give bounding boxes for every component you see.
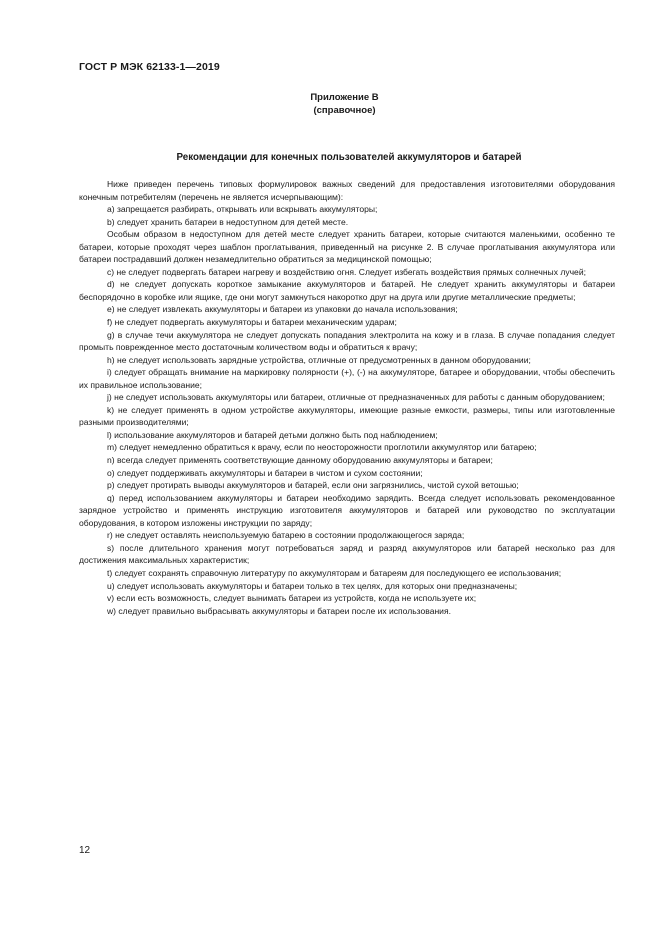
list-item-i: i) следует обращать внимание на маркировку полярности (+), (-) на аккумуляторе, батарее и оборудовании, чтобы обеспечить их правильное использование; — [79, 367, 615, 390]
section-title: Рекомендации для конечных пользователей аккумуляторов и батарей — [176, 152, 522, 163]
list-item-u: u) следует использовать аккумуляторы и батареи только в тех целях, для которых они предназначены; — [107, 580, 518, 591]
list-item-b-note: Особым образом в недоступном для детей месте следует хранить батареи, которые считаются маленькими, особенно те батареи, которые проходят через шаблон проглатывания, приведенный на рисунке 2. В случае проглатывания аккумулятора или батареи пострадавший должен незамедлительно обратиться за медицинской помощью; — [79, 229, 615, 265]
list-item-o: o) следует поддерживать аккумуляторы и батареи в чистом и сухом состоянии; — [107, 467, 423, 478]
list-item-j: j) не следует использовать аккумуляторы или батареи, отличные от предназначенных для работы с данным оборудованием; — [107, 392, 605, 403]
list-item-h: h) не следует использовать зарядные устройства, отличные от предусмотренных в данном оборудовании; — [107, 354, 531, 365]
list-item-s: s) после длительного хранения могут потребоваться заряд и разряд аккумуляторов или батарей несколько раз для достижения максимальных характеристик; — [79, 542, 615, 566]
appendix-subtitle: (справочное) — [313, 104, 376, 116]
list-item-r: r) не следует оставлять неиспользуемую батарею в состоянии продолжающегося заряда; — [107, 530, 465, 541]
recommendations-body — [79, 178, 615, 617]
list-item-v: v) если есть возможность, следует вынимать батареи из устройств, когда не используете их; — [107, 593, 477, 604]
list-item-w: w) следует правильно выбрасывать аккумуляторы и батареи после их использования. — [107, 605, 451, 616]
list-item-d: d) не следует допускать короткое замыкание аккумуляторов и батарей. Не следует хранить аккумуляторы и батареи беспорядочно в коробке или ящике, где они могут замкнуться накоротко друг на друга или другие металлические предметы; — [79, 279, 615, 302]
list-item-g: g) в случае течи аккумулятора не следует допускать попадания электролита на кожу и в глаза. В случае попадания следует промыть поврежденное место достаточным количеством воды и обратиться к врачу; — [79, 329, 615, 353]
list-item-n: n) всегда следует применять соответствующие данному оборудованию аккумуляторы и батареи; — [107, 455, 493, 466]
list-item-b: b) следует хранить батареи в недоступном для детей месте. — [107, 216, 349, 227]
appendix-heading — [0, 92, 661, 117]
list-item-l: l) использование аккумуляторов и батарей детьми должно быть под наблюдением; — [107, 429, 438, 440]
page-number: 12 — [79, 845, 91, 856]
intro-paragraph: Ниже приведен перечень типовых формулировок важных сведений для предоставления изготовителями оборудования конечным потребителям (перечень не является исчерпывающим): — [79, 179, 615, 202]
list-item-p: p) следует протирать выводы аккумуляторов и батарей, если они загрязнились, чистой сухой ветошью; — [107, 480, 519, 491]
list-item-q: q) перед использованием аккумуляторы и батареи необходимо зарядить. Всегда следует использовать рекомендованное зарядное устройство и применять инструкцию изготовителя аккумуляторов и батарей или руководство по эксплуатации оборудования, в котором изложены инструкции по заряду; — [79, 492, 615, 528]
appendix-title: Приложение В — [310, 92, 379, 103]
list-item-t: t) следует сохранять справочную литературу по аккумуляторам и батареям для последующего ее использования; — [107, 567, 562, 578]
list-item-a: a) запрещается разбирать, открывать или вскрывать аккумуляторы; — [107, 204, 378, 215]
list-item-c: c) не следует подвергать батареи нагреву и воздействию огня. Следует избегать воздействия прямых солнечных лучей; — [107, 266, 586, 277]
list-item-e: e) не следует извлекать аккумуляторы и батареи из упаковки до начала использования; — [107, 304, 458, 315]
list-item-f: f) не следует подвергать аккумуляторы и батареи механическим ударам; — [107, 317, 397, 328]
list-item-m: m) следует немедленно обратиться к врачу, если по неосторожности проглотили аккумулятор или батарею; — [107, 442, 537, 453]
list-item-k: k) не следует применять в одном устройстве аккумуляторы, имеющие разные емкости, размеры, типы или изготовленные разными производителями; — [79, 404, 615, 428]
standard-code-header: ГОСТ Р МЭК 62133-1—2019 — [79, 61, 220, 73]
